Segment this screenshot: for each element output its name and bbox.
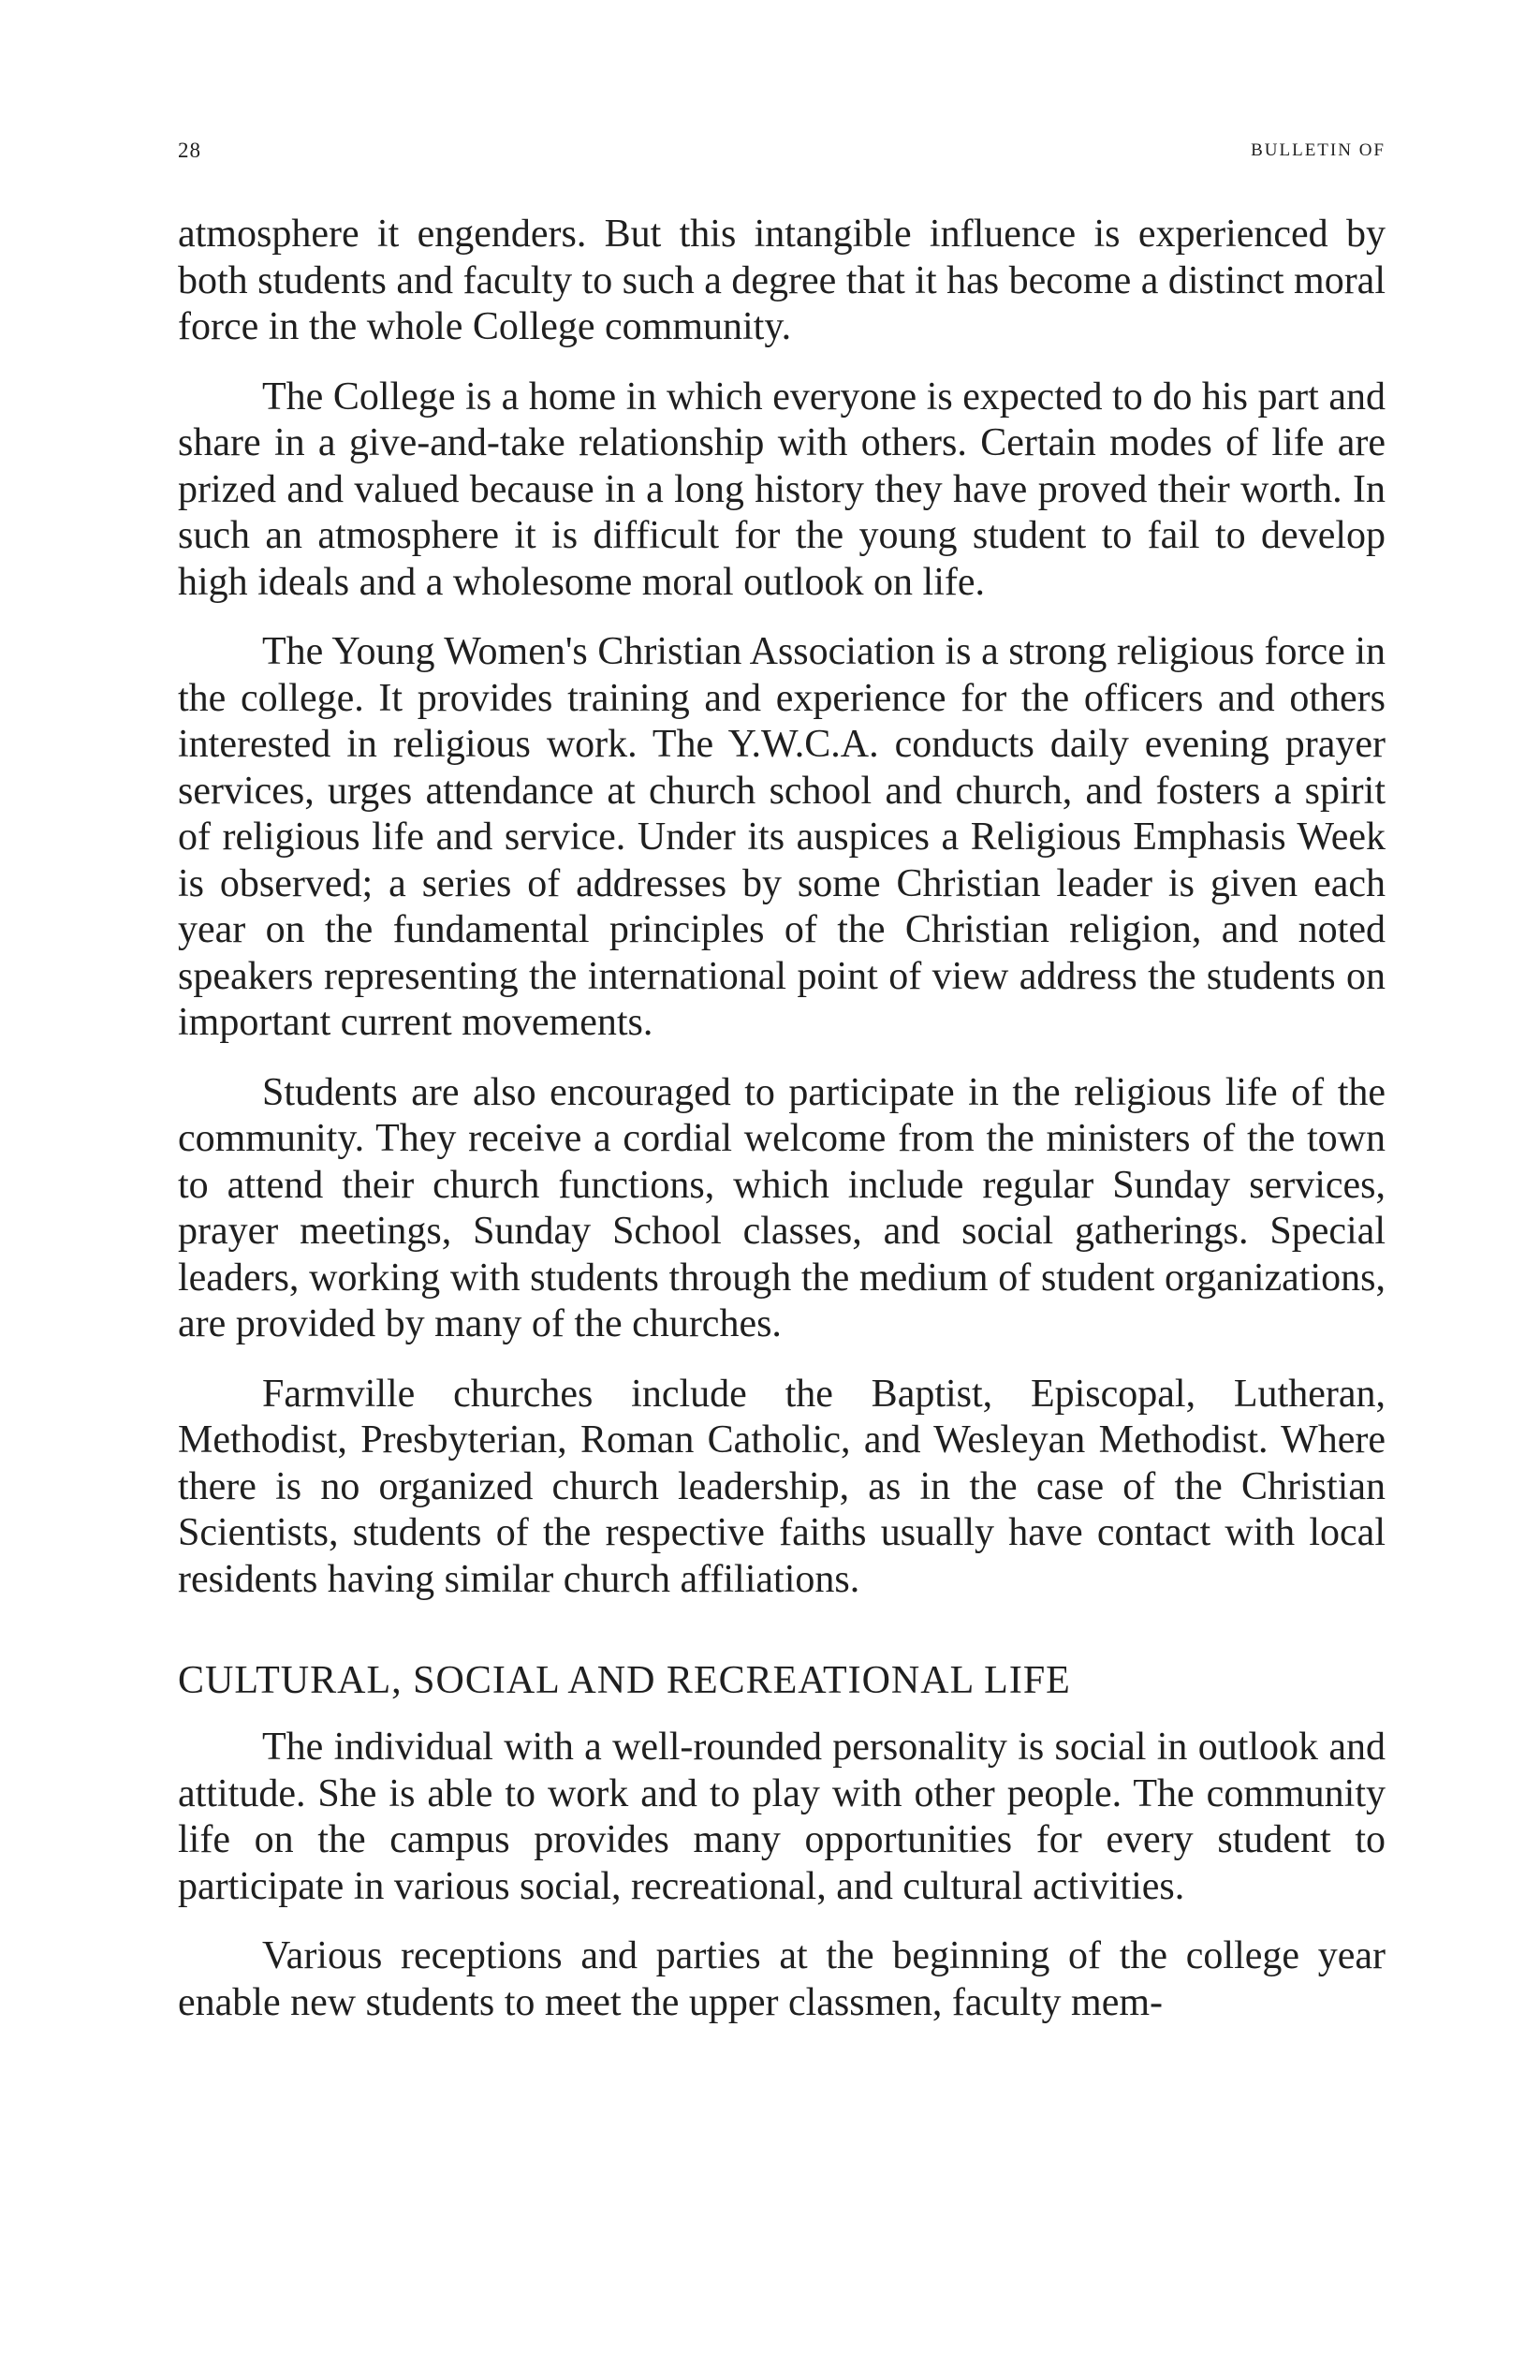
body-text bbox=[178, 212, 1386, 2049]
paragraph-farmville-churches: Farmville churches include the Baptist, Episcopal, Lutheran, Methodist, Presbyterian, Roman Catholic, and Wesleyan Methodist. Where there is no organized church leadership, as in the case of the Christian Scientists, students of the respective faiths usually have contact with local residents having similar church affiliations. bbox=[178, 1372, 1386, 1601]
paragraph-well-rounded-personality: The individual with a well-rounded personality is social in outlook and attitude. She is able to work and to play with other people. The community life on the campus provides many opportunities for every student to participate in various social, recreational, and cultural activities. bbox=[178, 1726, 1386, 1908]
paragraph-receptions-and-parties: Various receptions and parties at the beginning of the college year enable new students to meet the upper classmen, faculty mem- bbox=[178, 1934, 1386, 2024]
paragraph-ywca: The Young Women's Christian Association is a strong religious force in the college. It provides training and experience for the officers and others interested in religious work. The Y.W.C.A. conducts daily evening prayer services, urges attendance at church school and church, and fosters a spirit of religious life and service. Under its auspices a Religious Emphasis Week is observed; a series of addresses by some Christian leader is given each year on the fundamental principles of the Christian religion, and noted speakers representing the international point of view address the students on important current movements. bbox=[178, 630, 1386, 1044]
page-number: 28 bbox=[178, 139, 201, 162]
running-title: BULLETIN OF bbox=[1251, 140, 1386, 160]
paragraph-college-home: The College is a home in which everyone is expected to do his part and share in a give-and-take relationship with others. Certain modes of life are prized and valued because in a long history they have proved their worth. In such an atmosphere it is difficult for the young student to fail to develop high ideals and a wholesome moral outlook on life. bbox=[178, 375, 1386, 604]
paragraph-community-religious-life: Students are also encouraged to participate in the religious life of the community. They receive a cordial welcome from the ministers of the town to attend their church functions, which include regular Sunday services, prayer meetings, Sunday School classes, and social gatherings. Special leaders, working with students through the medium of student organizations, are provided by many of the churches. bbox=[178, 1070, 1386, 1345]
section-heading: CULTURAL, SOCIAL AND RECREATIONAL LIFE bbox=[178, 1659, 1071, 1702]
running-header bbox=[178, 139, 1386, 167]
paragraph-atmosphere-continuation: atmosphere it engenders. But this intangible influence is experienced by both students and faculty to such a degree that it has become a distinct moral force in the whole College community. bbox=[178, 213, 1386, 348]
